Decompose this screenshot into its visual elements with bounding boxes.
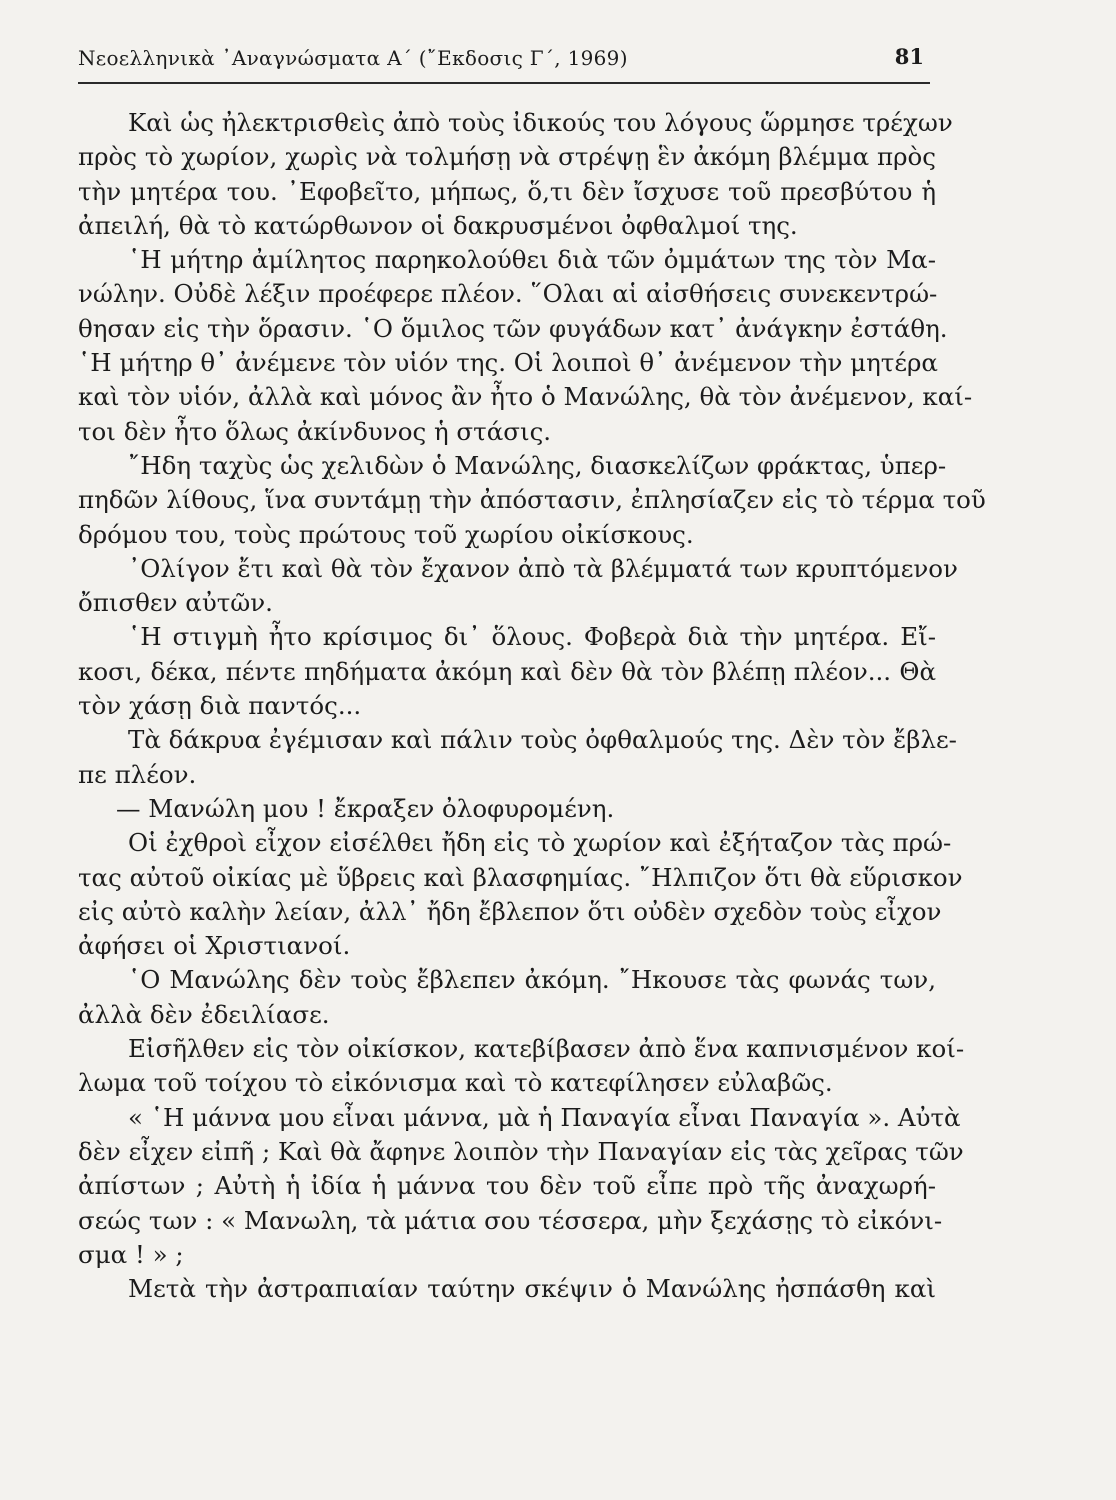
text-line: τας αὐτοῦ οἰκίας μὲ ὕβρεις καὶ βλασφημίας. ῎Ηλπιζον ὅτι θὰ εὕρισκον (78, 862, 963, 892)
text-line: « ῾Η μάννα μου εἶναι μάννα, μὰ ἡ Παναγία εἶναι Παναγία ». Αὐτὰ (128, 1102, 961, 1132)
text-line: τοι δὲν ἦτο ὅλως ἀκίνδυνος ἡ στάσις. (78, 416, 552, 446)
text-line: ῾Η στιγμὴ ἦτο κρίσιμος δι᾽ ὅλους. Φοβερὰ διὰ τὴν μητέρα. Εἴ- (128, 622, 936, 652)
paragraph (78, 826, 963, 963)
text-line: τὸν χάσῃ διὰ παντός... (78, 691, 362, 721)
text-line: — Μανώλη μου ! ἔκραξεν ὀλοφυρομένη. (116, 793, 615, 823)
page-number: 81 (894, 44, 924, 69)
text-line: ἀλλὰ δὲν ἐδειλίασε. (78, 999, 330, 1029)
text-line: νώλην. Οὐδὲ λέξιν προέφερε πλέον. ῞Ολαι αἱ αἰσθήσεις συνεκεντρώ- (78, 279, 938, 309)
text-line: τὴν μητέρα του. ᾽Εφοβεῖτο, μήπως, ὅ,τι δὲν ἴσχυσε τοῦ πρεσβύτου ἡ (78, 176, 936, 206)
paragraph (78, 1032, 965, 1101)
paragraph (78, 449, 986, 552)
text-line: σεώς των : « Μανωλη, τὰ μάτια σου τέσσερα, μὴν ξεχάσῃς τὸ εἰκόνι- (78, 1205, 943, 1235)
text-line: δρόμου του, τοὺς πρώτους τοῦ χωρίου οἰκίσκους. (78, 519, 694, 549)
paragraph (78, 106, 953, 243)
text-line: ῾Η μήτηρ θ᾽ ἀνέμενε τὸν υἱόν της. Οἱ λοιποὶ θ᾽ ἀνέμενον τὴν μητέρα (78, 348, 938, 378)
paragraph (78, 620, 936, 723)
dialogue-paragraph (78, 792, 936, 826)
text-line: κοσι, δέκα, πέντε πηδήματα ἀκόμη καὶ δὲν θὰ τὸν βλέπῃ πλέον... Θὰ (78, 656, 936, 686)
running-head (78, 42, 930, 84)
text-line: εἰς αὐτὸ καλὴν λείαν, ἀλλ᾽ ἤδη ἔβλεπον ὅτι οὐδὲν σχεδὸν τοὺς εἶχον (78, 896, 942, 926)
text-line: ῾Ο Μανώλης δὲν τοὺς ἔβλεπεν ἀκόμη. ῎Ηκουσε τὰς φωνάς των, (128, 965, 936, 995)
paragraph (78, 552, 958, 621)
text-line: ὄπισθεν αὐτῶν. (78, 588, 273, 618)
running-head-title: Νεοελληνικὰ ᾽Αναγνώσματα Α´ (῎Εκδοσις Γ΄, 1969) (78, 46, 628, 70)
text-line: Εἰσῆλθεν εἰς τὸν οἰκίσκον, κατεβίβασεν ἀπὸ ἕνα καπνισμένον κοί- (128, 1034, 965, 1064)
text-line: σμα ! » ; (78, 1239, 184, 1269)
text-line: Μετὰ τὴν ἀστραπιαίαν ταύτην σκέψιν ὁ Μανώλης ἠσπάσθη καὶ (128, 1274, 936, 1304)
paragraph (78, 1101, 964, 1272)
body-text (78, 106, 986, 1306)
text-line: ἀπειλή, θὰ τὸ κατώρθωνον οἱ δακρυσμένοι ὀφθαλμοί της. (78, 210, 798, 240)
paragraph (78, 963, 936, 1032)
text-line: Καὶ ὡς ἠλεκτρισθεὶς ἀπὸ τοὺς ἰδικούς του λόγους ὥρμησε τρέχων (128, 108, 953, 137)
paragraph (78, 243, 973, 449)
text-line: ᾽Ολίγον ἔτι καὶ θὰ τὸν ἔχανον ἀπὸ τὰ βλέμματά των κρυπτόμενον (128, 553, 958, 583)
paragraph (78, 1272, 936, 1306)
text-line: ῎Ηδη ταχὺς ὡς χελιδὼν ὁ Μανώλης, διασκελίζων φράκτας, ὑπερ- (128, 450, 947, 480)
text-line: λωμα τοῦ τοίχου τὸ εἰκόνισμα καὶ τὸ κατεφίλησεν εὐλαβῶς. (78, 1068, 833, 1098)
text-line: Τὰ δάκρυα ἐγέμισαν καὶ πάλιν τοὺς ὀφθαλμούς της. Δὲν τὸν ἔβλε- (128, 725, 957, 755)
text-line: πρὸς τὸ χωρίον, χωρὶς νὰ τολμήσῃ νὰ στρέψῃ ἓν ἀκόμη βλέμμα πρὸς (78, 142, 936, 172)
text-line: δὲν εἶχεν εἰπῆ ; Καὶ θὰ ἄφηνε λοιπὸν τὴν Παναγίαν εἰς τὰς χεῖρας τῶν (78, 1136, 964, 1166)
text-line: ἀφήσει οἱ Χριστιανοί. (78, 931, 351, 961)
text-line: θησαν εἰς τὴν ὅρασιν. ῾Ο ὅμιλος τῶν φυγάδων κατ᾽ ἀνάγκην ἐστάθη. (78, 313, 948, 343)
text-line: ῾Η μήτηρ ἀμίλητος παρηκολούθει διὰ τῶν ὀμμάτων της τὸν Μα- (128, 245, 936, 275)
paragraph (78, 723, 957, 792)
text-line: Οἱ ἐχθροὶ εἶχον εἰσέλθει ἤδη εἰς τὸ χωρίον καὶ ἐξήταζον τὰς πρώ- (128, 828, 952, 858)
text-line: ἀπίστων ; Αὐτὴ ἡ ἰδία ἡ μάννα του δὲν τοῦ εἶπε πρὸ τῆς ἀναχωρή- (78, 1171, 936, 1201)
text-line: πηδῶν λίθους, ἵνα συντάμῃ τὴν ἀπόστασιν, ἐπλησίαζεν εἰς τὸ τέρμα τοῦ (78, 485, 986, 515)
text-line: πε πλέον. (78, 759, 197, 789)
text-line: καὶ τὸν υἱόν, ἀλλὰ καὶ μόνος ἂν ἦτο ὁ Μανώλης, θὰ τὸν ἀνέμενον, καί- (78, 382, 973, 412)
